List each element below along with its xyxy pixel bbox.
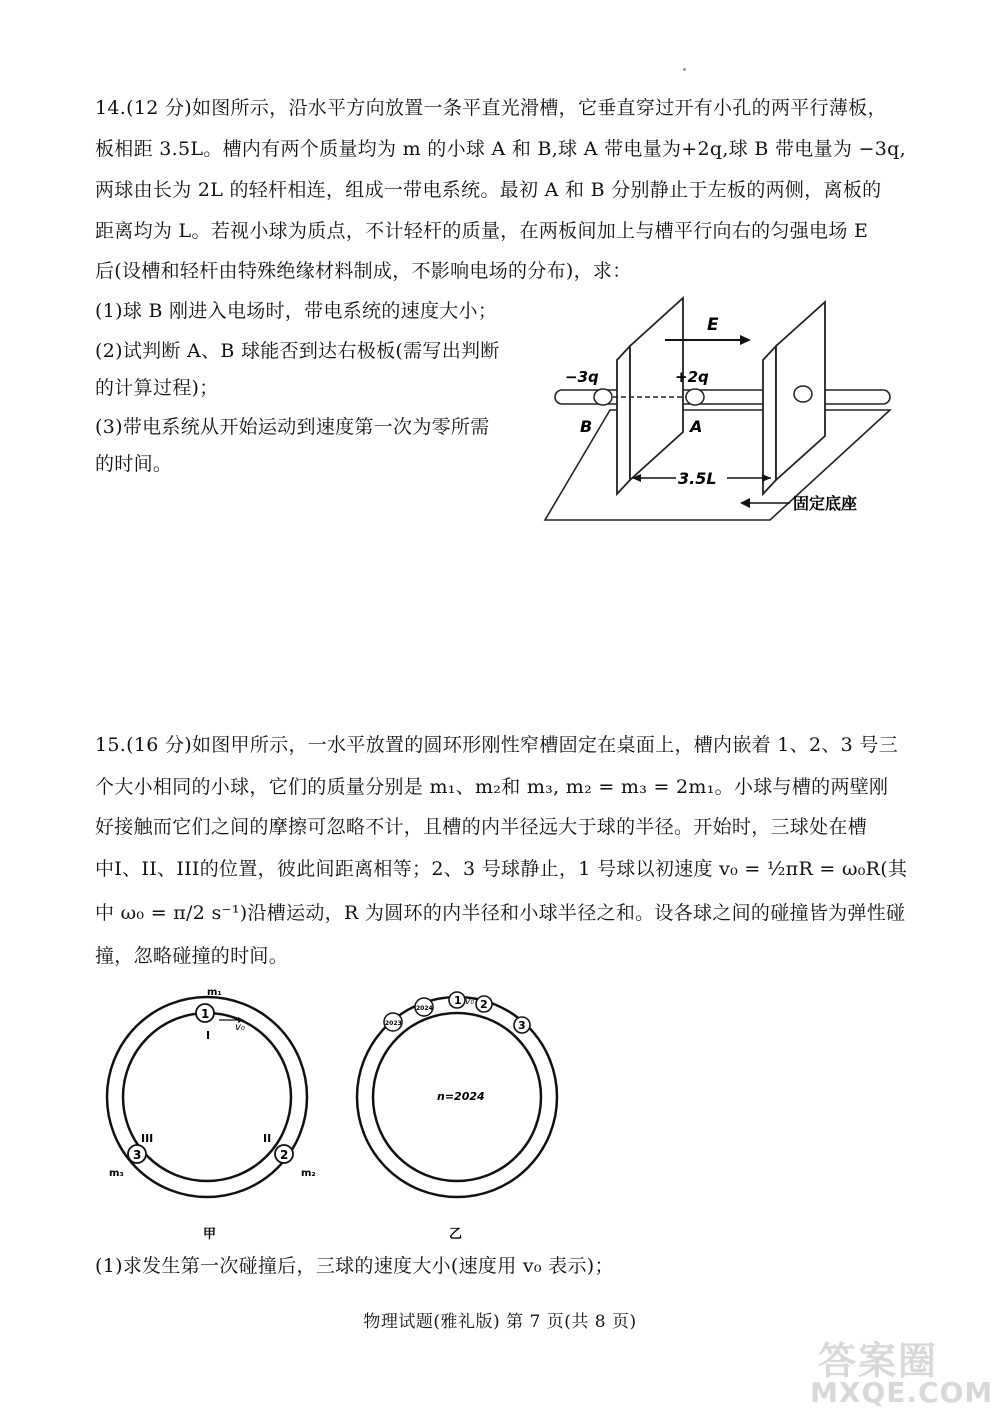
svg-text:2023: 2023 <box>385 1020 402 1027</box>
pos-I: I <box>206 1029 211 1042</box>
ball-A <box>686 389 704 405</box>
q15-line-2: 个大小相同的小球，它们的质量分别是 m₁、m₂和 m₃, m₂ = m₃ = 2m₁。小球与槽的两壁刚 <box>95 776 889 798</box>
caption-jia: 甲 <box>203 1227 217 1242</box>
q14-line-3: 两球由长为 2L 的轻杆相连，组成一带电系统。最初 A 和 B 分别静止于左板的两侧，离板的 <box>95 179 882 201</box>
ball-B <box>594 389 612 405</box>
q14-part-3a: (3)带电系统从开始运动到速度第一次为零所需 <box>95 416 490 438</box>
q14-line-4: 距离均为 L。若视小球为质点，不计轻杆的质量，在两板间加上与槽平行向右的匀强电场 E <box>95 220 869 242</box>
svg-text:2: 2 <box>480 998 488 1011</box>
label-base: 固定底座 <box>793 494 858 513</box>
label-charge-A: +2q <box>675 368 709 386</box>
q14-part-3b: 的时间。 <box>95 453 173 475</box>
watermark-text: 答案圈 <box>818 1339 939 1383</box>
page-footer: 物理试题(雅礼版) 第 7 页(共 8 页) <box>363 1312 637 1332</box>
figure-yi <box>345 982 575 1252</box>
svg-text:3: 3 <box>133 1148 142 1162</box>
label-A: A <box>690 417 703 436</box>
svg-text:1: 1 <box>201 1007 210 1021</box>
q14-line-2: 板相距 3.5L。槽内有两个质量均为 m 的小球 A 和 B,球 A 带电量为+2q,球 B 带电量为 −3q, <box>95 138 906 160</box>
label-m2: m₂ <box>301 1168 316 1179</box>
label-m1: m₁ <box>207 987 222 998</box>
svg-text:2024: 2024 <box>416 1005 433 1012</box>
svg-text:1: 1 <box>454 994 462 1007</box>
pos-III: III <box>141 1132 154 1145</box>
q14-part-2a: (2)试判断 A、B 球能否到达右极板(需写出判断 <box>95 340 500 362</box>
left-plate <box>617 346 630 494</box>
label-charge-B: −3q <box>565 368 599 386</box>
right-plate <box>763 346 776 494</box>
q15-line-1: 15.(16 分)如图甲所示，一水平放置的圆环形刚性窄槽固定在桌面上，槽内嵌着 1、2、3 号三 <box>95 734 899 756</box>
q14-part-1: (1)球 B 刚进入电场时，带电系统的速度大小； <box>95 300 498 322</box>
q15-line-4: 中I、II、III的位置，彼此间距离相等；2、3 号球静止，1 号球以初速度 v₀ = ½πR = ω₀R(其 <box>95 858 908 880</box>
q14-part-2b: 的计算过程)； <box>95 377 219 399</box>
label-v0: v₀ <box>465 997 474 1007</box>
outer-ring <box>107 997 307 1197</box>
figure-jia <box>95 982 325 1252</box>
label-B: B <box>580 417 593 436</box>
label-distance: 3.5L <box>678 469 717 488</box>
watermark <box>800 1330 1000 1410</box>
label-n: n=2024 <box>437 1090 485 1103</box>
label-E: E <box>707 315 719 335</box>
label-v0: v₀ <box>235 1022 245 1033</box>
caption-yi: 乙 <box>449 1227 463 1242</box>
scan-dot <box>683 68 686 71</box>
q15-part-1: (1)求发生第一次碰撞后，三球的速度大小(速度用 v₀ 表示)； <box>95 1255 614 1277</box>
svg-text:3: 3 <box>518 1019 526 1032</box>
q14-line-5: 后(设槽和轻杆由特殊绝缘材料制成，不影响电场的分布)，求： <box>95 260 632 282</box>
q14-figure <box>535 290 905 525</box>
q15-line-5: 中 ω₀ = π/2 s⁻¹)沿槽运动，R 为圆环的内半径和小球半径之和。设各球之间的碰撞皆为弹性碰 <box>95 902 906 924</box>
svg-text:2: 2 <box>280 1148 289 1162</box>
q15-line-3: 好接触而它们之间的摩擦可忽略不计，且槽的内半径远大于球的半径。开始时，三球处在槽 <box>95 816 868 838</box>
pos-II: II <box>263 1132 272 1145</box>
watermark-url: MXQE.COM <box>810 1376 994 1409</box>
label-m3: m₃ <box>109 1168 124 1179</box>
q15-line-6: 撞，忽略碰撞的时间。 <box>95 945 289 967</box>
q14-line-1: 14.(12 分)如图所示，沿水平方向放置一条平直光滑槽，它垂直穿过开有小孔的两平行薄板， <box>95 97 887 119</box>
